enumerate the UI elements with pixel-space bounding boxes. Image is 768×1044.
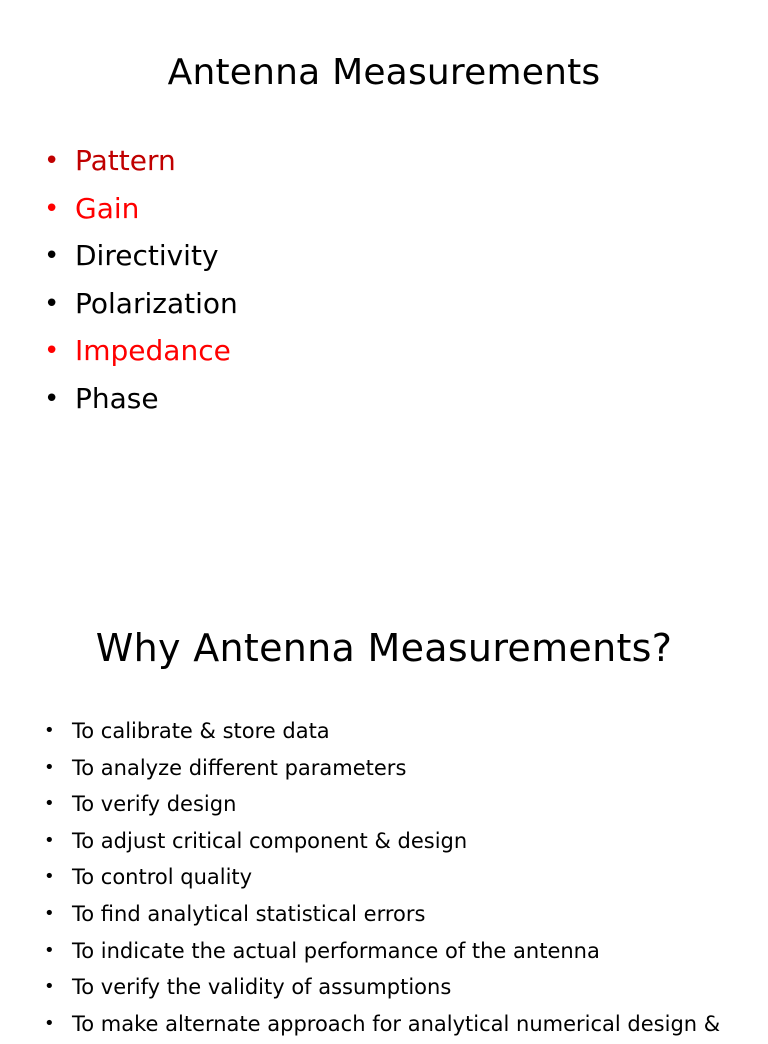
bullet-icon: •	[44, 193, 60, 224]
bullet-icon: •	[44, 241, 60, 272]
measurement-list	[44, 141, 238, 427]
list-item	[44, 1008, 720, 1044]
slide-title: Why Antenna Measurements?	[95, 626, 673, 670]
bullet-icon: •	[44, 383, 60, 414]
list-item-label: To make alternate approach for analytical numerical design &	[72, 1011, 721, 1036]
list-item-label: To calibrate & store data	[72, 719, 330, 743]
slide-title: Antenna Measurements	[167, 52, 601, 93]
list-item-label: To find analytical statistical errors	[72, 901, 426, 926]
list-item	[44, 898, 720, 935]
list-item	[44, 236, 238, 284]
slide-antenna-measurements	[0, 0, 768, 512]
list-item-label: To indicate the actual performance of the antenna	[72, 938, 600, 963]
list-item-label: Gain	[75, 191, 140, 225]
list-item	[44, 189, 238, 237]
list-item	[44, 331, 238, 379]
list-item-label: To adjust critical component & design	[72, 828, 468, 853]
list-item-label: Polarization	[75, 286, 238, 320]
list-item	[44, 141, 238, 189]
list-item	[44, 935, 720, 972]
bullet-icon: •	[44, 829, 55, 851]
bullet-icon: •	[44, 288, 60, 319]
bullet-icon: •	[44, 720, 55, 741]
bullet-icon: •	[44, 976, 55, 998]
list-item	[44, 825, 720, 862]
list-item-label: Phase	[75, 381, 159, 415]
bullet-icon: •	[44, 902, 55, 924]
slide-why-antenna-measurements	[0, 512, 768, 1036]
reasons-list	[44, 715, 720, 1044]
list-item	[44, 752, 720, 789]
list-item	[44, 284, 238, 332]
list-item-label: Directivity	[75, 239, 219, 273]
list-item-label: To analyze different parameters	[72, 755, 407, 780]
bullet-icon: •	[44, 1012, 55, 1034]
list-item	[44, 379, 238, 427]
list-item	[44, 788, 720, 825]
bullet-icon: •	[44, 756, 55, 778]
list-item-label: To control quality	[72, 865, 253, 890]
list-item-label: Pattern	[75, 144, 176, 177]
list-item-label: To verify the validity of assumptions	[72, 975, 452, 1000]
bullet-icon: •	[44, 793, 55, 815]
list-item-label: To verify design	[72, 792, 237, 817]
bullet-icon: •	[44, 866, 55, 888]
bullet-icon: •	[44, 939, 55, 961]
list-item	[44, 971, 720, 1008]
bullet-icon: •	[44, 336, 60, 367]
bullet-icon: •	[44, 146, 60, 176]
list-item	[44, 861, 720, 898]
list-item-label: Impedance	[75, 334, 231, 368]
list-item	[44, 715, 720, 752]
